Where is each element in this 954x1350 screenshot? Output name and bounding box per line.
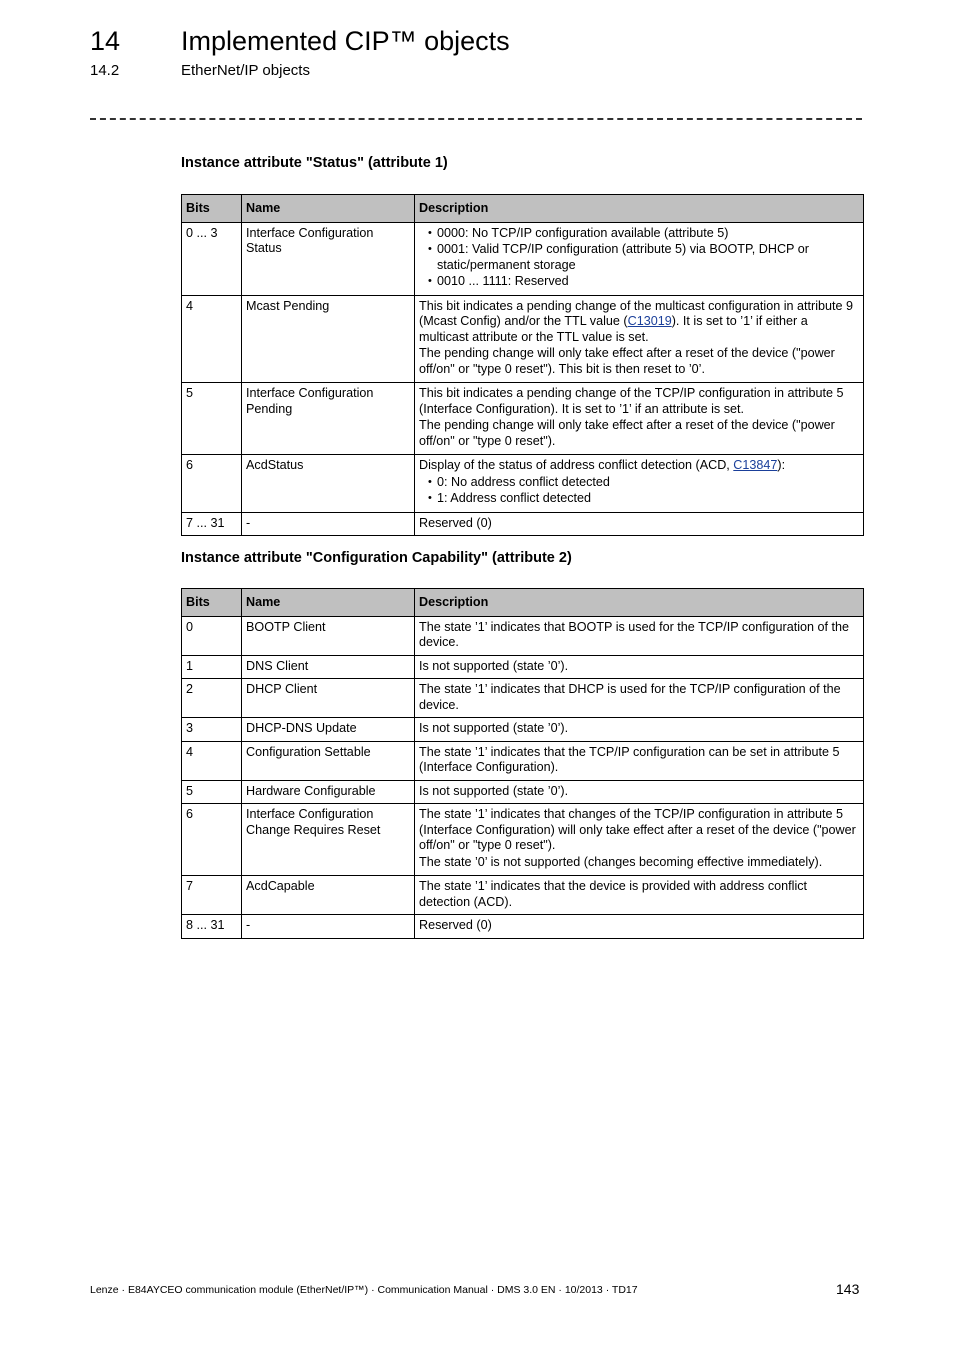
bits-cell: 8 ... 31: [182, 915, 242, 939]
description-cell: The state ’1’ indicates that the TCP/IP configuration can be set in attribute 5 (Interface Configuration).: [415, 741, 864, 780]
bits-cell: 4: [182, 741, 242, 780]
bits-cell: 5: [182, 780, 242, 804]
column-header-bits: Bits: [182, 589, 242, 617]
list-item: • 0001: Valid TCP/IP configuration (attribute 5) via BOOTP, DHCP or static/permanent storage: [419, 242, 859, 273]
footer-text: Lenze · E84AYCEO communication module (EtherNet/IP™) · Communication Manual · DMS 3.0 EN · 10/2013 · TD17: [90, 1284, 638, 1296]
description-cell: The state ’1’ indicates that DHCP is used for the TCP/IP configuration of the device.: [415, 679, 864, 718]
bits-cell: 4: [182, 295, 242, 383]
code-link-c13847[interactable]: C13847: [733, 458, 778, 472]
bits-cell: 0: [182, 616, 242, 655]
name-cell: Interface Configuration Status: [242, 222, 415, 295]
bits-cell: 1: [182, 655, 242, 679]
chapter-number: 14: [90, 26, 121, 56]
configuration-capability-table: [181, 588, 864, 939]
table-row: [182, 383, 864, 455]
description-text: This bit indicates a pending change of the multicast configuration in attribute 9 (Mcast Config) and/or the TTL value (: [419, 298, 854, 328]
description-cell: The state ’1’ indicates that the device is provided with address conflict detection (ACD).: [415, 876, 864, 915]
chapter-title: Implemented CIP™ objects: [181, 26, 510, 56]
code-link-c13019[interactable]: C13019: [627, 314, 672, 328]
description-paragraph: The state ’0’ is not supported (changes becoming effective immediately).: [419, 854, 823, 869]
description-text: ):: [777, 458, 786, 472]
column-header-name: Name: [242, 589, 415, 617]
bits-cell: 7: [182, 876, 242, 915]
section-number: 14.2: [90, 62, 120, 79]
description-paragraph: The pending change will only take effect after a reset of the device ("power off/on" or "type 0 reset"). This bit is then reset to ’0’.: [419, 346, 835, 376]
page-number: 143: [836, 1281, 860, 1297]
description-cell: [415, 222, 864, 295]
table-row: [182, 512, 864, 536]
table-row: [182, 780, 864, 804]
table-row: [182, 804, 864, 876]
table-row: [182, 655, 864, 679]
name-cell: Mcast Pending: [242, 295, 415, 383]
name-cell: DNS Client: [242, 655, 415, 679]
name-cell: BOOTP Client: [242, 616, 415, 655]
column-header-name: Name: [242, 195, 415, 223]
name-cell: AcdStatus: [242, 455, 415, 513]
column-header-bits: Bits: [182, 195, 242, 223]
description-paragraph: The pending change will only take effect after a reset of the device ("power off/on" or "type 0 reset").: [419, 418, 835, 448]
bits-cell: 6: [182, 804, 242, 876]
table-row: [182, 679, 864, 718]
list-item: • 0: No address conflict detected: [419, 475, 859, 491]
description-cell: [415, 295, 864, 383]
bits-cell: 0 ... 3: [182, 222, 242, 295]
status-attribute-heading: Instance attribute "Status" (attribute 1): [181, 155, 448, 171]
name-cell: Interface Configuration Change Requires Reset: [242, 804, 415, 876]
description-cell: Reserved (0): [415, 915, 864, 939]
name-cell: Interface Configuration Pending: [242, 383, 415, 455]
table-row: [182, 876, 864, 915]
name-cell: AcdCapable: [242, 876, 415, 915]
description-cell: [415, 455, 864, 513]
column-header-description: Description: [415, 589, 864, 617]
bullet-list: [419, 226, 859, 290]
list-item: • 1: Address conflict detected: [419, 491, 859, 507]
description-cell: Is not supported (state ’0’).: [415, 655, 864, 679]
description-cell: [415, 383, 864, 455]
bullet-list: [419, 475, 859, 507]
name-cell: DHCP Client: [242, 679, 415, 718]
bits-cell: 6: [182, 455, 242, 513]
name-cell: Configuration Settable: [242, 741, 415, 780]
bits-cell: 5: [182, 383, 242, 455]
name-cell: -: [242, 915, 415, 939]
description-cell: [415, 804, 864, 876]
table-header-row: [182, 195, 864, 223]
table-row: [182, 222, 864, 295]
description-cell: Is not supported (state ’0’).: [415, 718, 864, 742]
header-divider: [90, 118, 862, 120]
description-paragraph: The state ’1’ indicates that changes of the TCP/IP configuration in attribute 5 (Interface Configuration) will only take effect after a reset of the device ("power off/on" or "type 0 reset").: [419, 807, 856, 852]
name-cell: DHCP-DNS Update: [242, 718, 415, 742]
description-text: ). It is set to ’1’ if either a multicast attribute or the TTL value is set.: [419, 314, 808, 344]
description-cell: Reserved (0): [415, 512, 864, 536]
name-cell: -: [242, 512, 415, 536]
column-header-description: Description: [415, 195, 864, 223]
table-row: [182, 741, 864, 780]
bits-cell: 7 ... 31: [182, 512, 242, 536]
list-item: • 0000: No TCP/IP configuration available (attribute 5): [419, 226, 859, 242]
table-row: [182, 718, 864, 742]
table-header-row: [182, 589, 864, 617]
name-cell: Hardware Configurable: [242, 780, 415, 804]
description-paragraph: [419, 299, 859, 346]
section-title: EtherNet/IP objects: [181, 62, 310, 79]
status-attribute-table: [181, 194, 864, 536]
description-text: Display of the status of address conflict detection (ACD,: [419, 458, 734, 472]
bits-cell: 2: [182, 679, 242, 718]
table-row: [182, 616, 864, 655]
table-row: [182, 295, 864, 383]
table-row: [182, 915, 864, 939]
bits-cell: 3: [182, 718, 242, 742]
configuration-capability-heading: Instance attribute "Configuration Capability" (attribute 2): [181, 550, 572, 566]
description-paragraph: [419, 458, 859, 474]
description-cell: The state ’1’ indicates that BOOTP is used for the TCP/IP configuration of the device.: [415, 616, 864, 655]
list-item: • 0010 ... 1111: Reserved: [419, 274, 859, 290]
description-paragraph: This bit indicates a pending change of the TCP/IP configuration in attribute 5 (Interface Configuration). It is set to ’1’ if an attribute is set.: [419, 386, 844, 416]
description-cell: Is not supported (state ’0’).: [415, 780, 864, 804]
table-row: [182, 455, 864, 513]
